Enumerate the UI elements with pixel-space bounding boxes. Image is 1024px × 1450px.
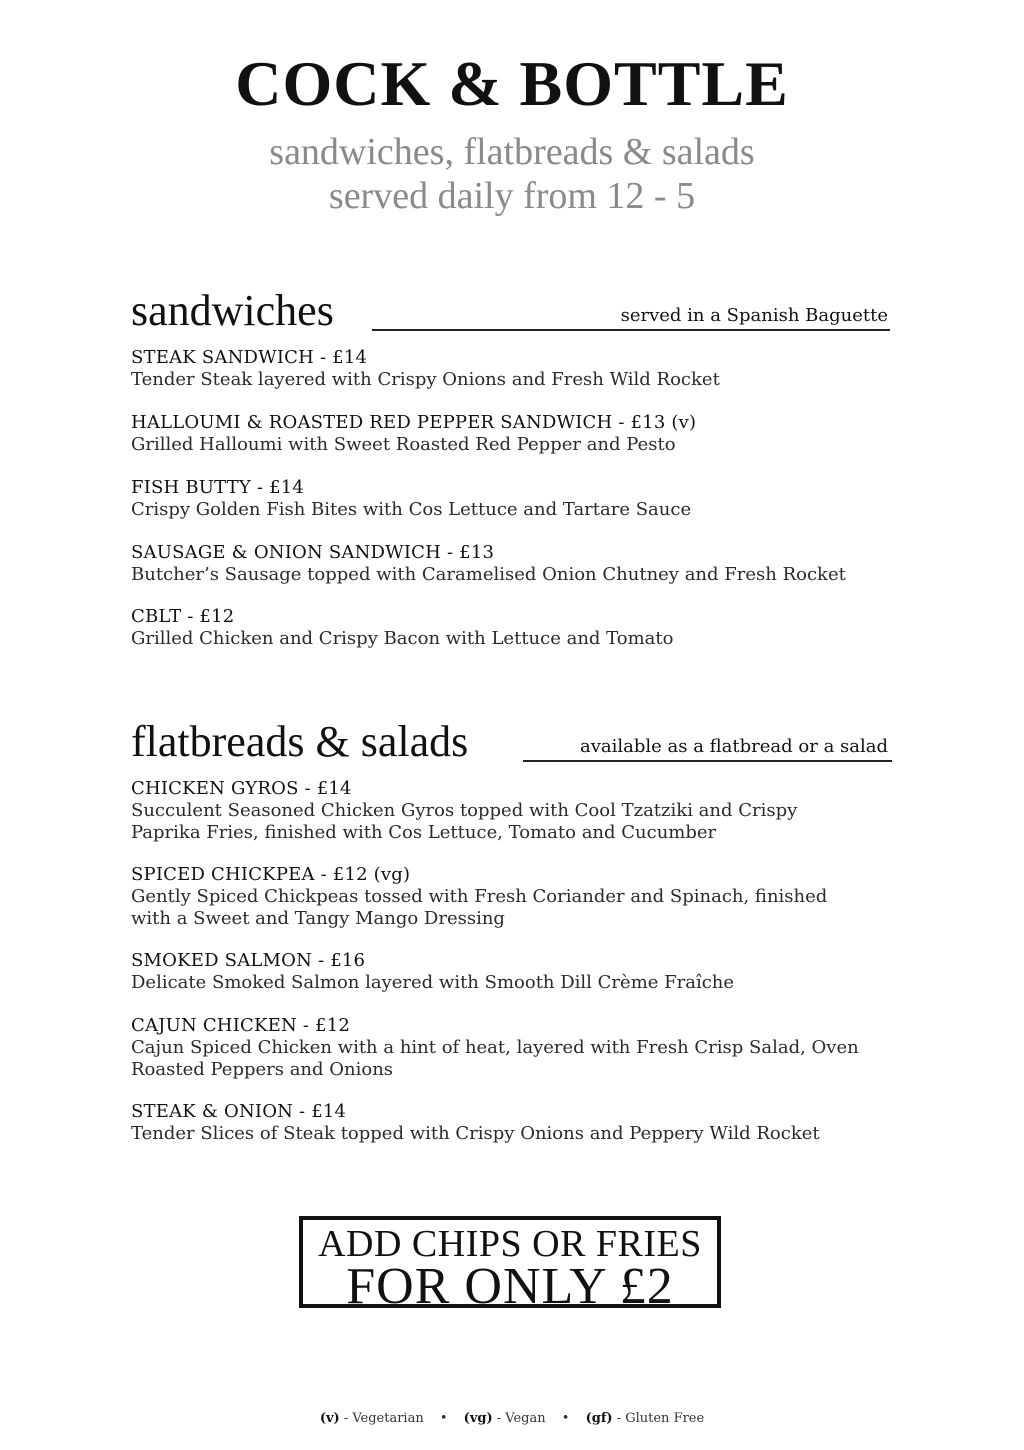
item-name: SPICED CHICKPEA - £12 (vg) [131, 864, 411, 885]
menu-item [131, 864, 891, 930]
item-name: STEAK & ONION - £14 [131, 1101, 347, 1122]
item-description: Tender Slices of Steak topped with Crispy Onions and Peppery Wild Rocket [131, 1123, 820, 1144]
menu-item [131, 778, 891, 844]
item-name: STEAK SANDWICH - £14 [131, 347, 368, 368]
chips-promo-box [299, 1216, 721, 1315]
item-description: Roasted Peppers and Onions [131, 1059, 394, 1080]
item-description: Paprika Fries, finished with Cos Lettuce, Tomato and Cucumber [131, 822, 717, 843]
legend-gluten-free-code: (gf) [585, 1411, 613, 1426]
item-name: SAUSAGE & ONION SANDWICH - £13 [131, 542, 495, 563]
item-description: with a Sweet and Tangy Mango Dressing [131, 908, 505, 929]
legend-vegetarian-label: - Vegetarian [343, 1411, 424, 1426]
sandwiches-heading: sandwiches [131, 286, 334, 335]
legend-separator: • [561, 1411, 570, 1426]
item-description: Cajun Spiced Chicken with a hint of heat, layered with Fresh Crisp Salad, Oven [131, 1037, 859, 1058]
item-description: Succulent Seasoned Chicken Gyros topped with Cool Tzatziki and Crispy [131, 800, 798, 821]
menu-item [131, 1101, 891, 1145]
item-description: Grilled Halloumi with Sweet Roasted Red Pepper and Pesto [131, 434, 676, 455]
legend-separator: • [439, 1411, 448, 1426]
subtitle-line-2: served daily from 12 - 5 [328, 175, 696, 217]
item-name: CBLT - £12 [131, 606, 235, 627]
menu-item [131, 542, 891, 586]
page-title: COCK & BOTTLE [235, 48, 789, 119]
item-name: CHICKEN GYROS - £14 [131, 778, 352, 799]
item-description: Grilled Chicken and Crispy Bacon with Lettuce and Tomato [131, 628, 674, 649]
item-description: Tender Steak layered with Crispy Onions and Fresh Wild Rocket [131, 369, 720, 390]
legend-vegan-label: - Vegan [496, 1411, 546, 1426]
menu-item [131, 606, 891, 650]
item-description: Butcher’s Sausage topped with Caramelised Onion Chutney and Fresh Rocket [131, 564, 846, 585]
flatbreads-heading: flatbreads & salads [131, 717, 469, 766]
item-name: CAJUN CHICKEN - £12 [131, 1015, 351, 1036]
flatbreads-rule [523, 760, 892, 762]
menu-item [131, 1015, 891, 1081]
legend-gluten-free-label: - Gluten Free [616, 1411, 705, 1426]
item-description: Delicate Smoked Salmon layered with Smooth Dill Crème Fraîche [131, 972, 735, 993]
item-description: Crispy Golden Fish Bites with Cos Lettuce and Tartare Sauce [131, 499, 692, 520]
subtitle-line-1: sandwiches, flatbreads & salads [269, 131, 755, 173]
item-description: Gently Spiced Chickpeas tossed with Fresh Coriander and Spinach, finished [131, 886, 828, 907]
menu-item [131, 412, 891, 456]
promo-line-2: FOR ONLY £2 [346, 1258, 674, 1315]
item-name: SMOKED SALMON - £16 [131, 950, 366, 971]
menu-item [131, 347, 891, 391]
menu-item [131, 950, 891, 994]
item-name: HALLOUMI & ROASTED RED PEPPER SANDWICH - £13 (v) [131, 412, 697, 433]
dietary-legend [0, 1410, 1024, 1428]
legend-vegetarian-code: (v) [319, 1411, 340, 1426]
sandwiches-rule [372, 329, 890, 331]
menu-item [131, 477, 891, 521]
item-name: FISH BUTTY - £14 [131, 477, 305, 498]
sandwiches-note: served in a Spanish Baguette [620, 305, 888, 326]
flatbreads-note: available as a flatbread or a salad [580, 736, 888, 757]
legend-vegan-code: (vg) [463, 1411, 493, 1426]
promo-line-1: ADD CHIPS OR FRIES [318, 1223, 702, 1265]
